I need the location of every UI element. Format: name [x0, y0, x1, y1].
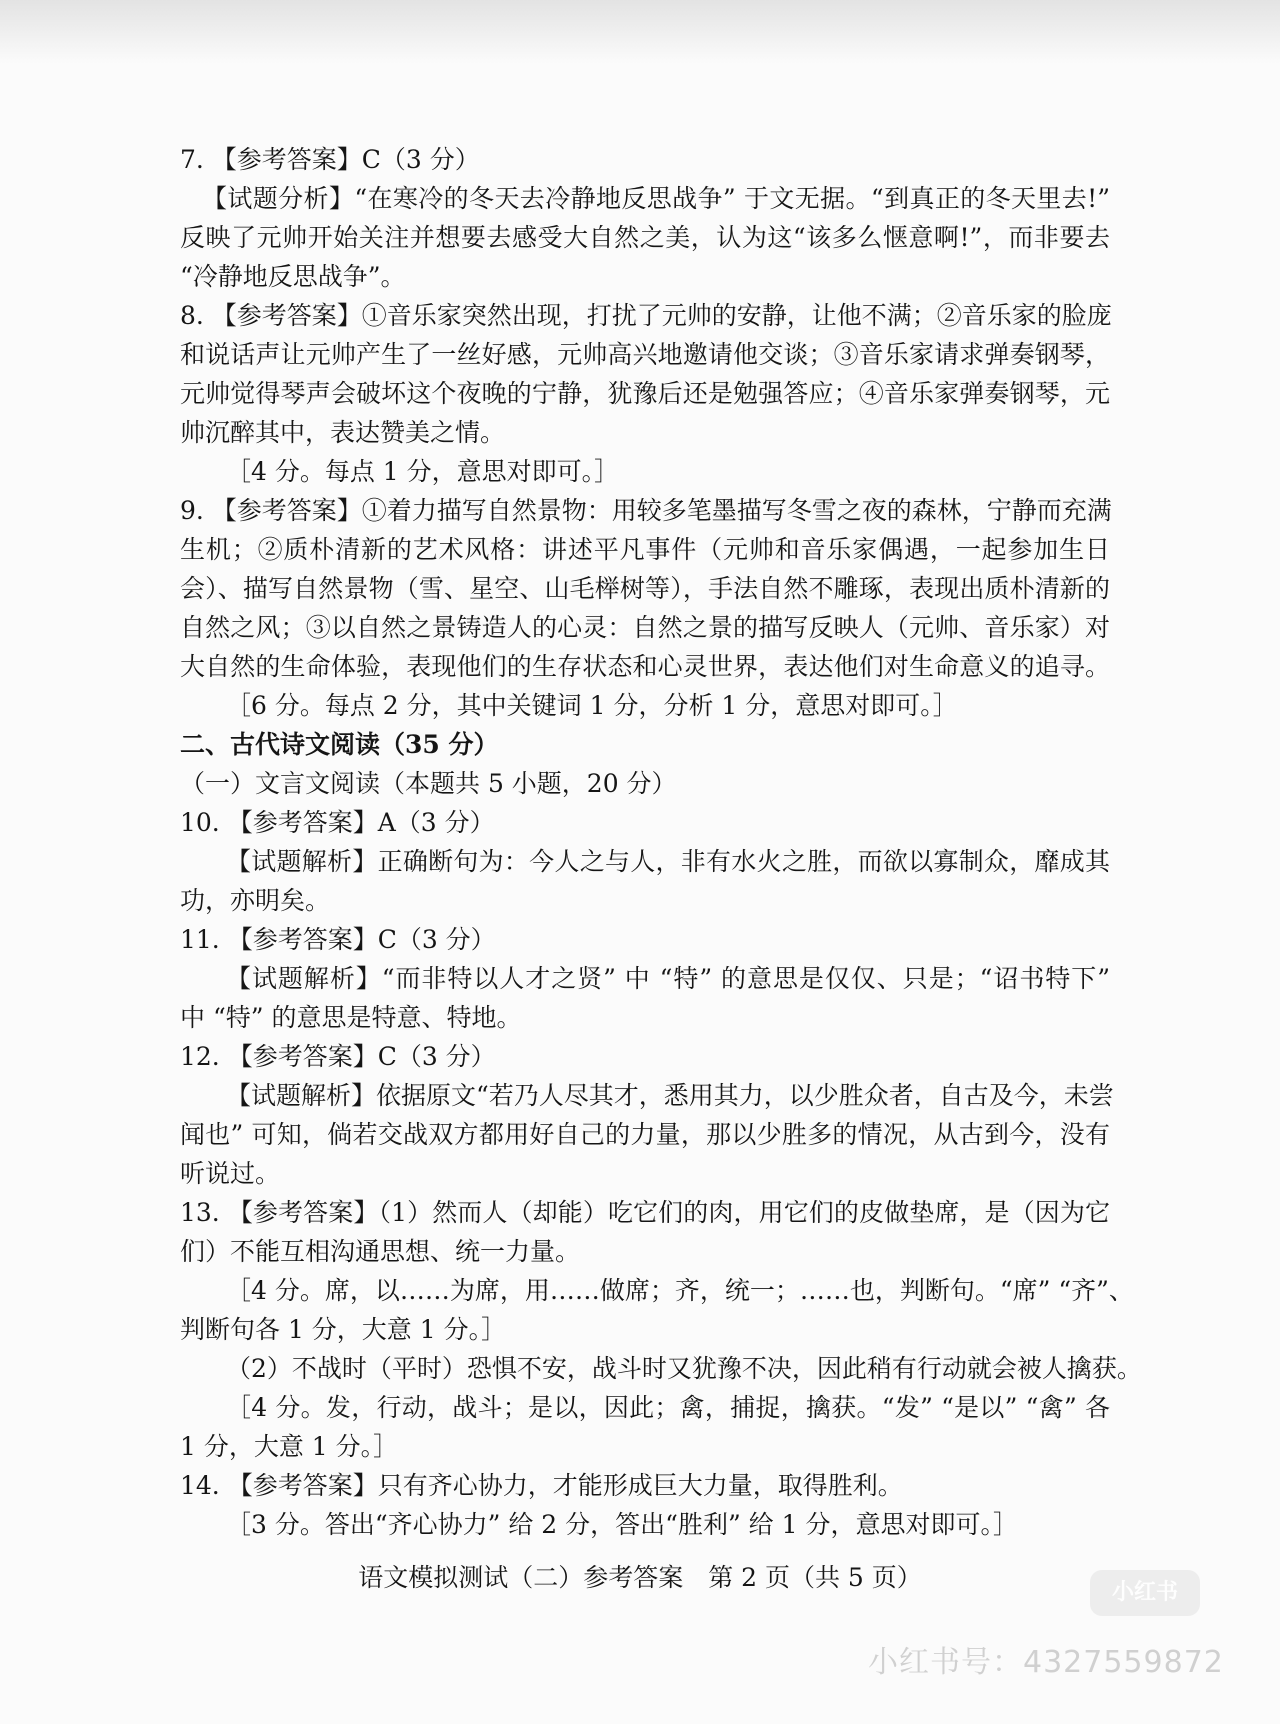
text-line: 帅沉醉其中，表达赞美之情。 [180, 418, 506, 447]
text-line: “冷静地反思战争”。 [180, 262, 406, 291]
answer-document [180, 140, 1142, 1544]
text-line: （2）不战时（平时）恐惧不安，战斗时又犹豫不决，因此稍有行动就会被人擒获。 [226, 1354, 1142, 1383]
page-footer: 语文模拟测试（二）参考答案 第 2 页（共 5 页） [358, 1563, 922, 1592]
text-line: 听说过。 [180, 1159, 281, 1188]
text-line: 10. 【参考答案】A（3 分） [180, 808, 495, 837]
text-line: 会）、描写自然景物（雪、星空、山毛榉树等），手法自然不雕琢，表现出质朴清新的 [180, 574, 1110, 603]
text-line: ［6 分。每点 2 分，其中关键词 1 分，分析 1 分，意思对即可。］ [226, 691, 958, 720]
text-line: 【试题解析】正确断句为：今人之与人，非有水火之胜，而欲以寡制众，靡成其 [226, 847, 1110, 876]
text-line: 元帅觉得琴声会破坏这个夜晚的宁静，犹豫后还是勉强答应；④音乐家弹奏钢琴，元 [180, 379, 1110, 408]
text-line: ［4 分。席，以……为席，用……做席；齐，统一；……也，判断句。“席” “齐”、 [226, 1276, 1134, 1305]
text-line: 判断句各 1 分，大意 1 分。］ [180, 1315, 507, 1344]
text-line: 中 “特” 的意思是特意、特地。 [180, 1003, 522, 1032]
text-line: 大自然的生命体验，表现他们的生存状态和心灵世界，表达他们对生命意义的追寻。 [180, 652, 1110, 681]
text-line: 们）不能互相沟通思想、统一力量。 [180, 1237, 581, 1266]
text-line: 13. 【参考答案】（1）然而人（却能）吃它们的肉，用它们的皮做垫席，是（因为它 [180, 1198, 1110, 1227]
text-line: 功，亦明矣。 [180, 886, 331, 915]
text-line: 自然之风；③以自然之景铸造人的心灵：自然之景的描写反映人（元帅、音乐家）对 [180, 613, 1110, 642]
text-line: 和说话声让元帅产生了一丝好感，元帅高兴地邀请他交谈；③音乐家请求弹奏钢琴， [180, 340, 1110, 369]
text-line: 7. 【参考答案】C（3 分） [180, 145, 480, 174]
text-line: 14. 【参考答案】只有齐心协力，才能形成巨大力量，取得胜利。 [180, 1471, 903, 1500]
text-line: 12. 【参考答案】C（3 分） [180, 1042, 496, 1071]
text-line: 9. 【参考答案】①着力描写自然景物：用较多笔墨描写冬雪之夜的森林，宁静而充满 [180, 496, 1112, 525]
section-heading: 二、古代诗文阅读（35 分） [180, 730, 499, 759]
text-line: 闻也” 可知，倘若交战双方都用好自己的力量，那以少胜多的情况，从古到今，没有 [180, 1120, 1110, 1149]
text-line: 11. 【参考答案】C（3 分） [180, 925, 496, 954]
text-line: 生机；②质朴清新的艺术风格：讲述平凡事件（元帅和音乐家偶遇，一起参加生日 [180, 535, 1110, 564]
top-shadow [0, 0, 1280, 64]
text-line: ［4 分。发，行动，战斗；是以，因此；禽，捕捉，擒获。“发” “是以” “禽” 各 [226, 1393, 1110, 1422]
text-line: 1 分，大意 1 分。］ [180, 1432, 399, 1461]
text-line: 反映了元帅开始关注并想要去感受大自然之美，认为这“该多么惬意啊!”，而非要去 [180, 223, 1110, 252]
text-line: ［4 分。每点 1 分，意思对即可。］ [226, 457, 620, 486]
text-line: 【试题解析】依据原文“若乃人尽其才，悉用其力，以少胜众者，自古及今，未尝 [226, 1081, 1114, 1110]
watermark-id: 小红书号：4327559872 [868, 1645, 1224, 1680]
text-line: ［3 分。答出“齐心协力” 给 2 分，答出“胜利” 给 1 分，意思对即可。］ [226, 1510, 1018, 1539]
text-line: 【试题解析】“而非特以人才之贤” 中 “特” 的意思是仅仅、只是；“诏书特下” [226, 964, 1110, 993]
text-line: 【试题分析】“在寒冷的冬天去冷静地反思战争” 于文无据。“到真正的冬天里去!” [202, 184, 1110, 213]
watermark-logo: 小红书 [1090, 1570, 1200, 1616]
text-line: 8. 【参考答案】①音乐家突然出现，打扰了元帅的安静，让他不满；②音乐家的脸庞 [180, 301, 1112, 330]
text-line: （一）文言文阅读（本题共 5 小题，20 分） [180, 769, 677, 798]
